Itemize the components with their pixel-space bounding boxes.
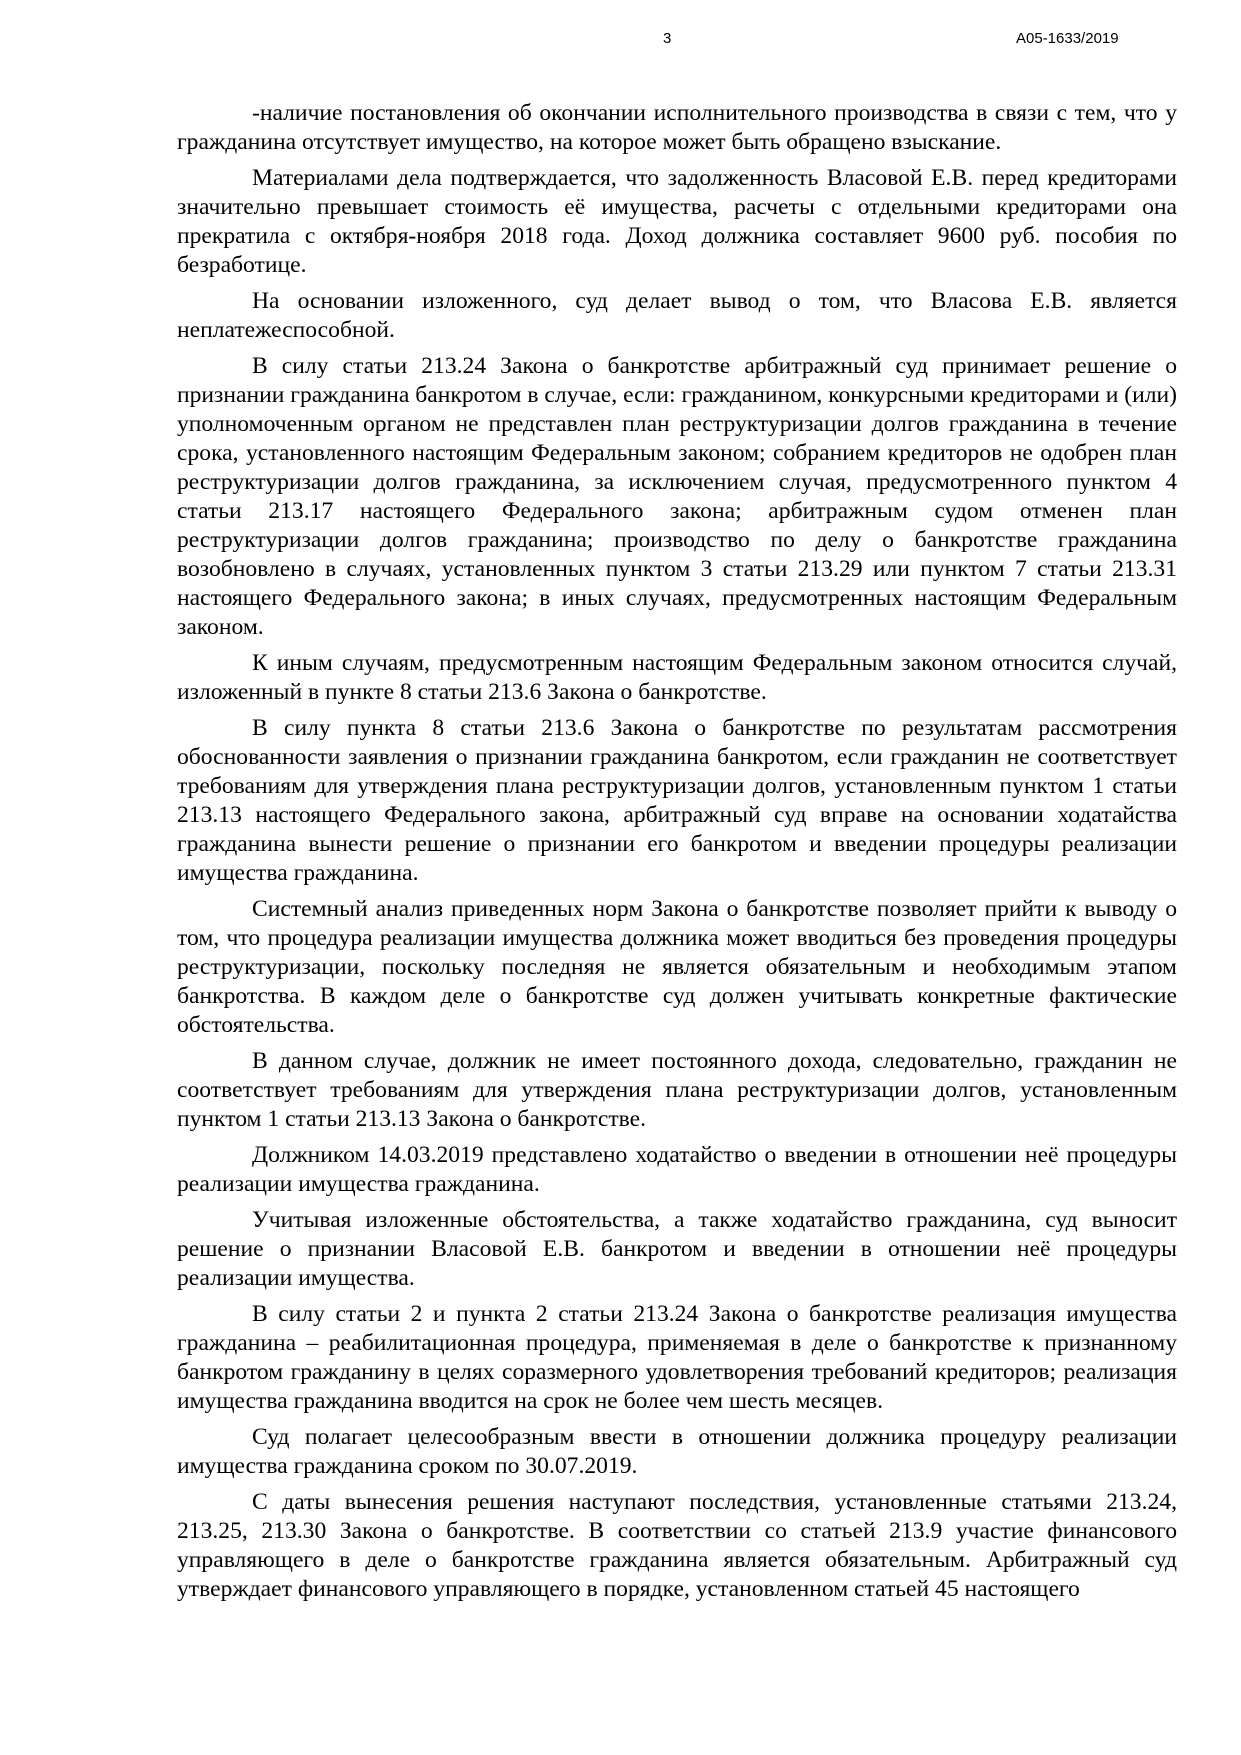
paragraph-property-realization: В силу статьи 2 и пункта 2 статьи 213.24 Закона о банкротстве реализация имущества гражданина – реабилитационная процедура, применяемая в деле о банкротстве к признанному банкротом гражданину в целях соразмерного удовлетворения требований кредиторов; реализация имущества гражданина вводится на срок не более чем шесть месяцев. (177, 1301, 1177, 1414)
paragraph-other-cases: К иным случаям, предусмотренным настоящим Федеральным законом относится случай, изложенный в пункте 8 статьи 213.6 Закона о банкротстве. (177, 650, 1177, 705)
case-number: А05-1633/2019 (1016, 30, 1119, 47)
paragraph-consequences: С даты вынесения решения наступают последствия, установленные статьями 213.24, 213.25, 213.30 Закона о банкротстве. В соответствии со статьей 213.9 участие финансового управляющего в деле о банкротстве гражданина является обязательным. Арбитражный суд утверждает финансового управляющего в порядке, установленном статьей 45 настоящего (177, 1489, 1177, 1602)
paragraph-article-213-24: В силу статьи 213.24 Закона о банкротстве арбитражный суд принимает решение о признании гражданина банкротом в случае, если: гражданином, конкурсными кредиторами и (или) уполномоченным органом не представлен план реструктуризации долгов гражданина в течение срока, установленного настоящим Федеральным законом; собранием кредиторов не одобрен план реструктуризации долгов гражданина, за исключением случая, предусмотренного пунктом 4 статьи 213.17 настоящего Федерального закона; арбитражным судом отменен план реструктуризации долгов гражданина; производство по делу о банкротстве гражданина возобновлено в случаях, установленных пунктом 3 статьи 213.29 или пунктом 7 статьи 213.31 настоящего Федерального закона; в иных случаях, предусмотренных настоящим Федеральным законом. (177, 353, 1177, 640)
paragraph-enforcement-termination: -наличие постановления об окончании исполнительного производства в связи с тем, что у гражданина отсутствует имущество, на которое может быть обращено взыскание. (177, 100, 1177, 155)
paragraph-insolvency-conclusion: На основании изложенного, суд делает вывод о том, что Власова Е.В. является неплатежеспособной. (177, 288, 1177, 343)
page-number: 3 (663, 30, 672, 47)
paragraph-debt-evidence: Материалами дела подтверждается, что задолженность Власовой Е.В. перед кредиторами значительно превышает стоимость её имущества, расчеты с отдельными кредиторами она прекратила с октября-ноября 2018 года. Доход должника составляет 9600 руб. пособия по безработице. (177, 165, 1177, 278)
paragraph-debtor-petition: Должником 14.03.2019 представлено ходатайство о введении в отношении неё процедуры реализации имущества гражданина. (177, 1142, 1177, 1197)
paragraph-procedure-term: Суд полагает целесообразным ввести в отношении должника процедуру реализации имущества гражданина сроком по 30.07.2019. (177, 1424, 1177, 1479)
paragraph-court-decision: Учитывая изложенные обстоятельства, а также ходатайство гражданина, суд выносит решение о признании Власовой Е.В. банкротом и введении в отношении неё процедуры реализации имущества. (177, 1207, 1177, 1291)
page-header (0, 26, 1241, 50)
document-body (177, 99, 1177, 1611)
paragraph-article-213-6: В силу пункта 8 статьи 213.6 Закона о банкротстве по результатам рассмотрения обоснованности заявления о признании гражданина банкротом, если гражданин не соответствует требованиям для утверждения плана реструктуризации долгов, установленным пунктом 1 статьи 213.13 настоящего Федерального закона, арбитражный суд вправе на основании ходатайства гражданина вынести решение о признании его банкротом и введении процедуры реализации имущества гражданина. (177, 715, 1177, 886)
paragraph-systemic-analysis: Системный анализ приведенных норм Закона о банкротстве позволяет прийти к выводу о том, что процедура реализации имущества должника может вводиться без проведения процедуры реструктуризации, поскольку последняя не является обязательным и необходимым этапом банкротства. В каждом деле о банкротстве суд должен учитывать конкретные фактические обстоятельства. (177, 896, 1177, 1038)
paragraph-no-income: В данном случае, должник не имеет постоянного дохода, следовательно, гражданин не соответствует требованиям для утверждения плана реструктуризации долгов, установленным пунктом 1 статьи 213.13 Закона о банкротстве. (177, 1048, 1177, 1132)
